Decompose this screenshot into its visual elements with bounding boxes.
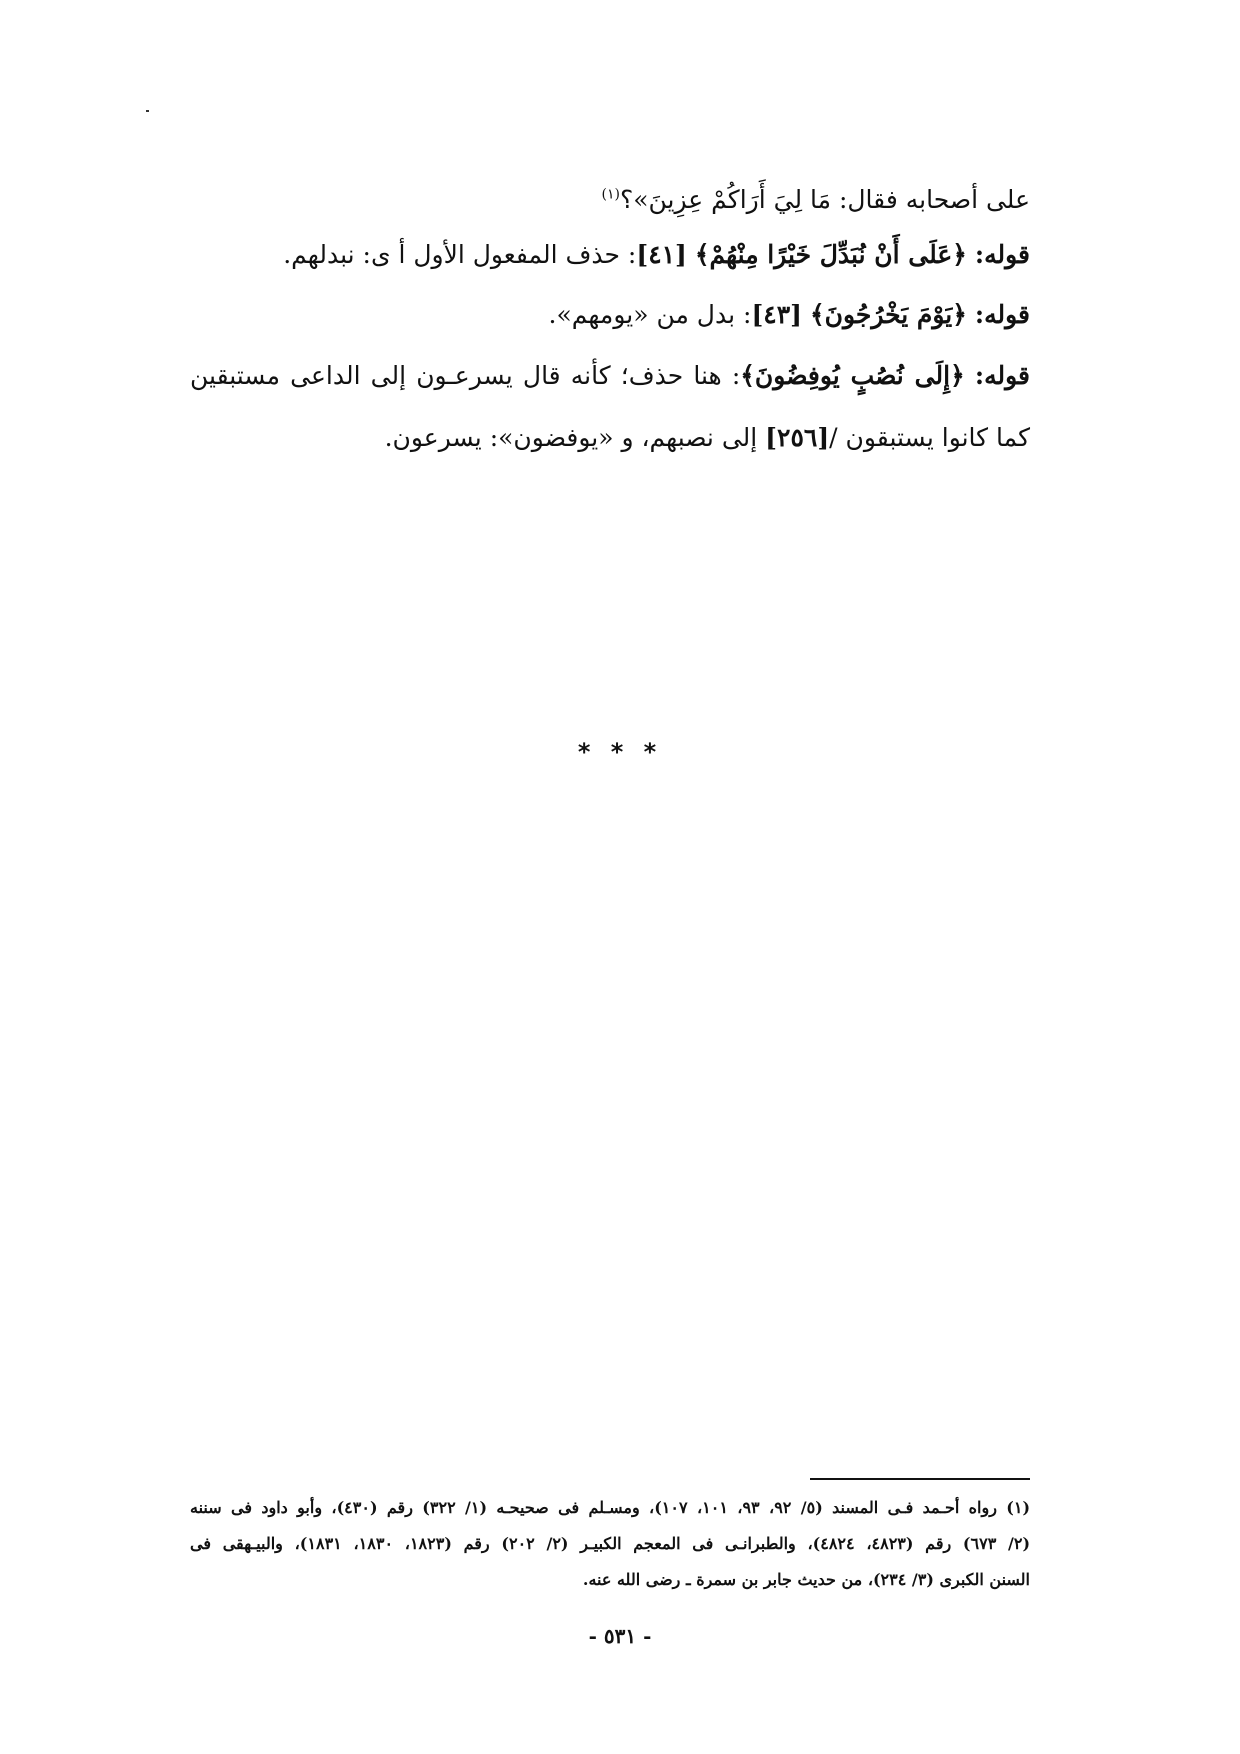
footnote-divider <box>810 1478 1030 1480</box>
text-line-5 <box>385 418 1030 458</box>
quran-verse: ﴿عَلَى أَنْ نُبَدِّلَ خَيْرًا مِنْهُمْ﴾ <box>694 240 967 269</box>
quran-verse: ﴿إِلَى نُصُبٍ يُوفِضُونَ﴾ <box>740 361 965 390</box>
verse-number: [٤١] <box>636 240 687 269</box>
section-separator: * * * <box>577 738 663 766</box>
line-1-text: على أصحابه فقال: مَا لِيَ أَرَاكُمْ عِزِينَ»؟ <box>619 185 1030 214</box>
text-line-4 <box>190 356 1030 396</box>
commentary: : بدل من «يومهم». <box>548 300 752 329</box>
footnote-line-3: السنن الكبرى (٣/ ٢٣٤)، من حديث جابر بن سمرة ـ رضى الله عنه. <box>582 1570 1030 1589</box>
text-line-3 <box>549 295 1030 335</box>
line-5-end: إلى نصبهم، و «يوفضون»: يسرعون. <box>384 423 766 452</box>
footnote-marker: (١) <box>601 186 620 203</box>
qawluhu-label: قوله: <box>974 300 1030 329</box>
qawluhu-label: قوله: <box>974 361 1030 390</box>
commentary: : هنا حذف؛ كأنه قال يسرعـون إلى الداعى مستبقين <box>190 361 741 390</box>
line-5-start: كما كانوا يستبقون / <box>829 423 1030 452</box>
manuscript-page-ref: [٢٥٦] <box>765 423 830 452</box>
stray-mark <box>146 110 149 112</box>
text-line-2 <box>283 235 1030 275</box>
footnote-line-2: (٢/ ٦٧٣) رقم (٤٨٢٣، ٤٨٢٤)، والطبرانـى فى المعجم الكبيـر (٢/ ٢٠٢) رقم (١٨٢٣، ١٨٣٠، ١٨٣١)، والبيـهقى فى <box>190 1534 1031 1553</box>
page-number: - ٥٣١ - <box>588 1624 652 1648</box>
verse-number: [٤٣] <box>751 300 802 329</box>
footnote-line-1: (١) رواه أحـمد فـى المسند (٥/ ٩٢، ٩٣، ١٠١، ١٠٧)، ومسـلم فى صحيحـه (١/ ٣٢٢) رقم (٤٣٠)، وأبو داود فى سننه <box>190 1498 1031 1517</box>
qawluhu-label: قوله: <box>974 240 1030 269</box>
text-line-1 <box>601 180 1030 220</box>
commentary: : حذف المفعول الأول أ ى: نبدلهم. <box>283 240 637 269</box>
quran-verse: ﴿يَوْمَ يَخْرُجُونَ﴾ <box>809 300 967 329</box>
